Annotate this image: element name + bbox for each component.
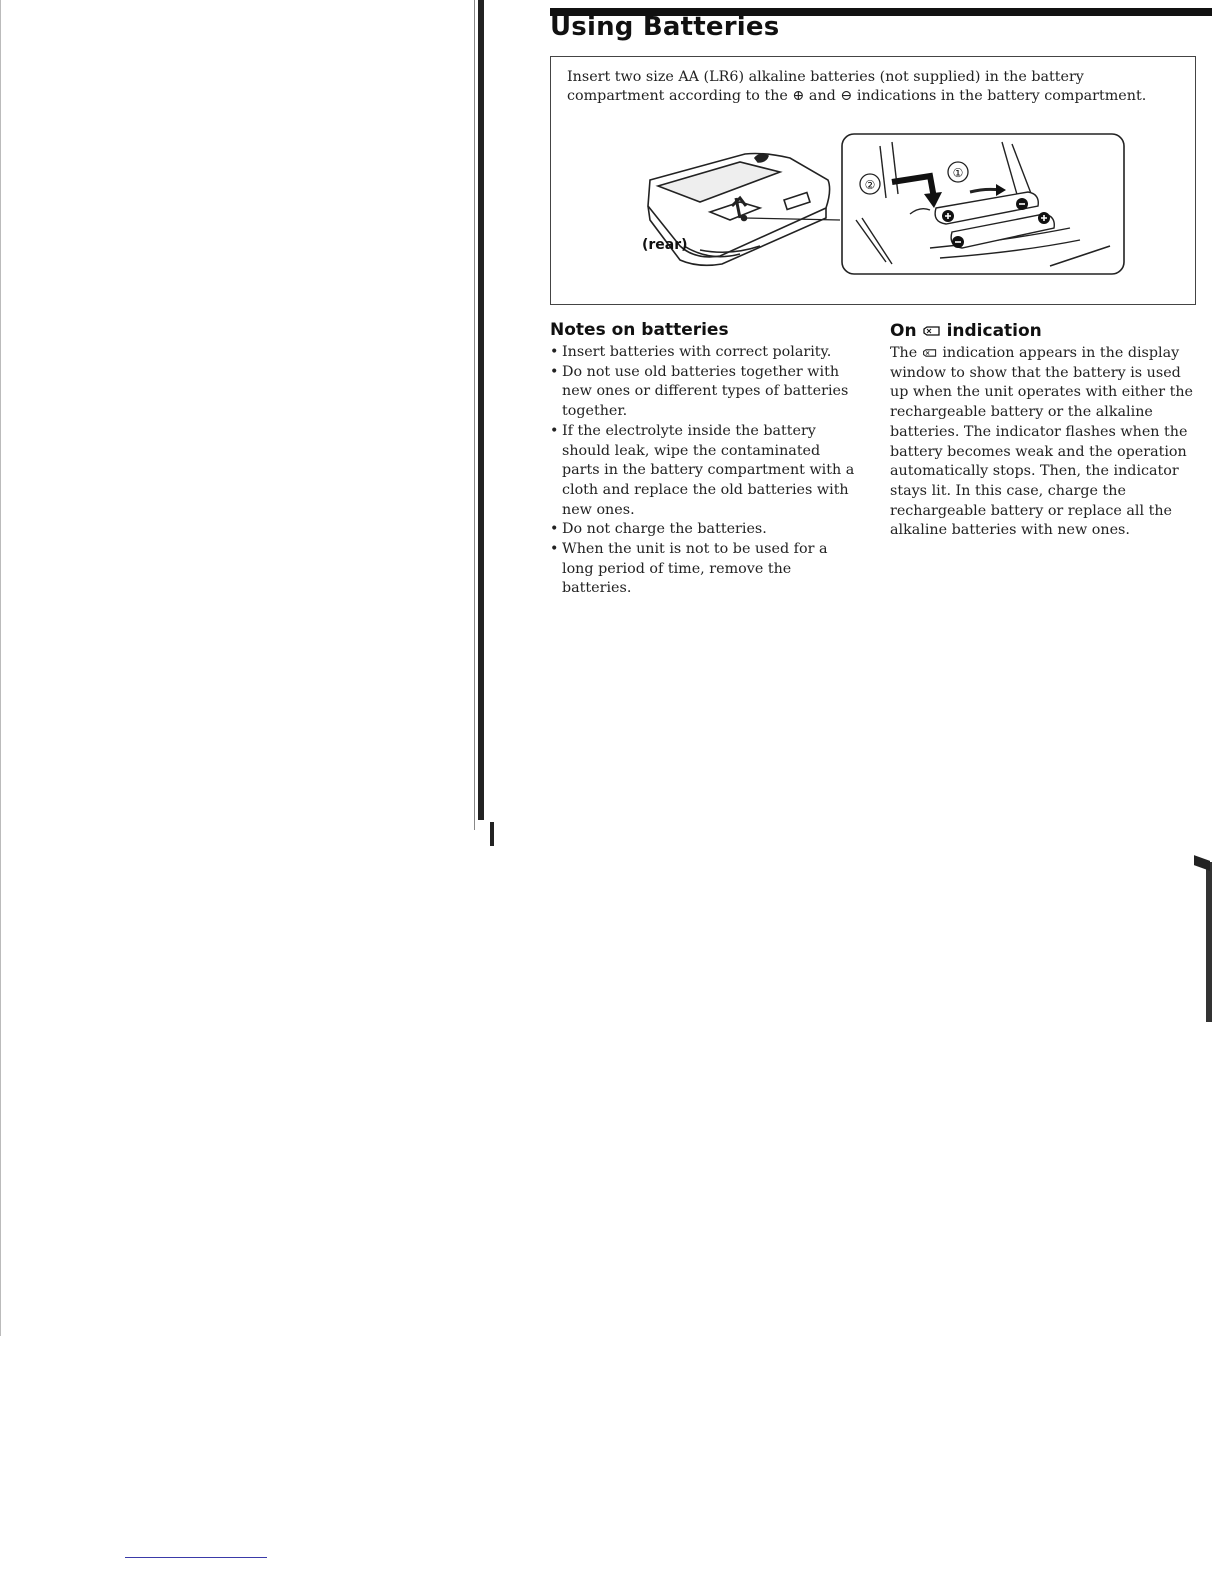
rear-label: (rear) [642, 237, 688, 253]
list-item: • Insert batteries with correct polarity. [550, 343, 860, 363]
indication-text-prefix: The [890, 345, 918, 361]
scan-binding-shadow [478, 0, 484, 820]
page-title: Using Batteries [550, 12, 780, 42]
scan-binding-tip [490, 822, 494, 846]
scan-left-edge [0, 0, 1, 1336]
battery-icon [922, 325, 942, 337]
indication-text [890, 344, 1202, 541]
list-item: • Do not use old batteries together with new ones or different types of batteries together. [550, 363, 860, 422]
indication-heading-prefix: On [890, 321, 917, 341]
intro-text: Insert two size AA (LR6) alkaline batteries (not supplied) in the battery compartment according to the ⊕ and ⊖ indications in the battery compartment. [567, 69, 1147, 104]
list-item: • Do not charge the batteries. [550, 520, 860, 540]
scan-right-edge-mark-top [1194, 855, 1210, 871]
battery-icon [922, 348, 938, 358]
scan-bottom-line [125, 1557, 267, 1558]
step-2-callout: ② [864, 178, 876, 192]
indication-text-body: indication appears in the display window to show that the battery is used up when the unit operates with either the rechargeable battery or the alkaline batteries. The indicator flashes when the battery becomes weak and the operation automatically stops. Then, the indicator stays lit. In this case, charge the rechargeable battery or replace all the alkaline batteries with new ones. [890, 345, 1194, 539]
scan-fold-line [474, 0, 475, 830]
list-item: • If the electrolyte inside the battery should leak, wipe the contaminated parts in the battery compartment with a cloth and replace the old batteries with new ones. [550, 422, 860, 521]
notes-list [550, 343, 860, 599]
indication-heading [890, 321, 1042, 341]
indication-heading-suffix: indication [946, 321, 1042, 341]
step-1-callout: ① [952, 166, 964, 180]
list-item: • When the unit is not to be used for a long period of time, remove the batteries. [550, 540, 860, 599]
notes-heading: Notes on batteries [550, 320, 729, 340]
scan-right-edge-mark [1206, 862, 1212, 1022]
battery-insertion-illustration [640, 128, 1130, 280]
